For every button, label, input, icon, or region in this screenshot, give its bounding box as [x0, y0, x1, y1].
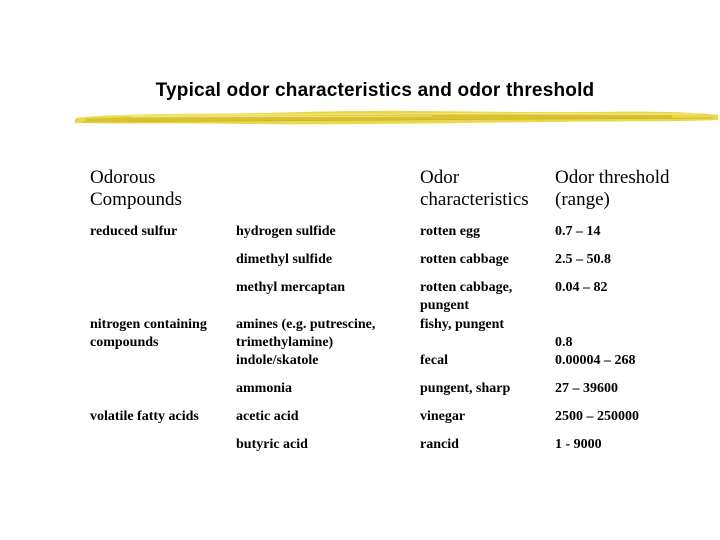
cell-characteristic: pungent, sharp	[420, 381, 511, 396]
header-characteristics-line1: Odor	[420, 167, 460, 188]
cell-compound: trimethylamine)	[236, 335, 334, 350]
slide-title: Typical odor characteristics and odor threshold	[155, 80, 595, 101]
cell-threshold: 0.8	[555, 335, 573, 350]
cell-threshold: 2.5 – 50.8	[555, 252, 611, 267]
cell-compound: ammonia	[236, 381, 292, 396]
cell-threshold: 1 - 9000	[555, 437, 602, 452]
cell-threshold: 27 – 39600	[555, 381, 618, 396]
cell-compound: dimethyl sulfide	[236, 252, 333, 267]
cell-compound: amines (e.g. putrescine,	[236, 317, 376, 332]
cell-characteristic: pungent	[420, 298, 470, 313]
header-compounds-line1: Odorous	[90, 167, 156, 188]
header-compounds-line2: Compounds	[90, 189, 182, 210]
cell-compound: acetic acid	[236, 409, 299, 424]
cell-threshold: 0.04 – 82	[555, 280, 608, 295]
cell-characteristic: rancid	[420, 437, 459, 452]
cell-compound: indole/skatole	[236, 353, 319, 368]
brush-stroke-divider	[72, 106, 720, 128]
header-threshold-line2: (range)	[555, 189, 610, 210]
cell-compound: methyl mercaptan	[236, 280, 345, 295]
cell-threshold: 0.00004 – 268	[555, 353, 636, 368]
cell-characteristic: vinegar	[420, 409, 466, 424]
cell-characteristic: rotten cabbage	[420, 252, 509, 267]
cell-compound: hydrogen sulfide	[236, 224, 336, 239]
cell-characteristic: fishy, pungent	[420, 317, 505, 332]
cell-characteristic: rotten cabbage,	[420, 280, 513, 295]
cell-characteristic: rotten egg	[420, 224, 480, 239]
cell-characteristic: fecal	[420, 353, 448, 368]
cell-category: reduced sulfur	[90, 224, 178, 239]
cell-compound: butyric acid	[236, 437, 308, 452]
cell-threshold: 0.7 – 14	[555, 224, 601, 239]
cell-category: nitrogen containing	[90, 317, 207, 332]
header-characteristics-line2: characteristics	[420, 189, 529, 210]
cell-category: compounds	[90, 335, 159, 350]
cell-threshold: 2500 – 250000	[555, 409, 639, 424]
header-threshold-line1: Odor threshold	[555, 167, 670, 188]
cell-category: volatile fatty acids	[90, 409, 199, 424]
